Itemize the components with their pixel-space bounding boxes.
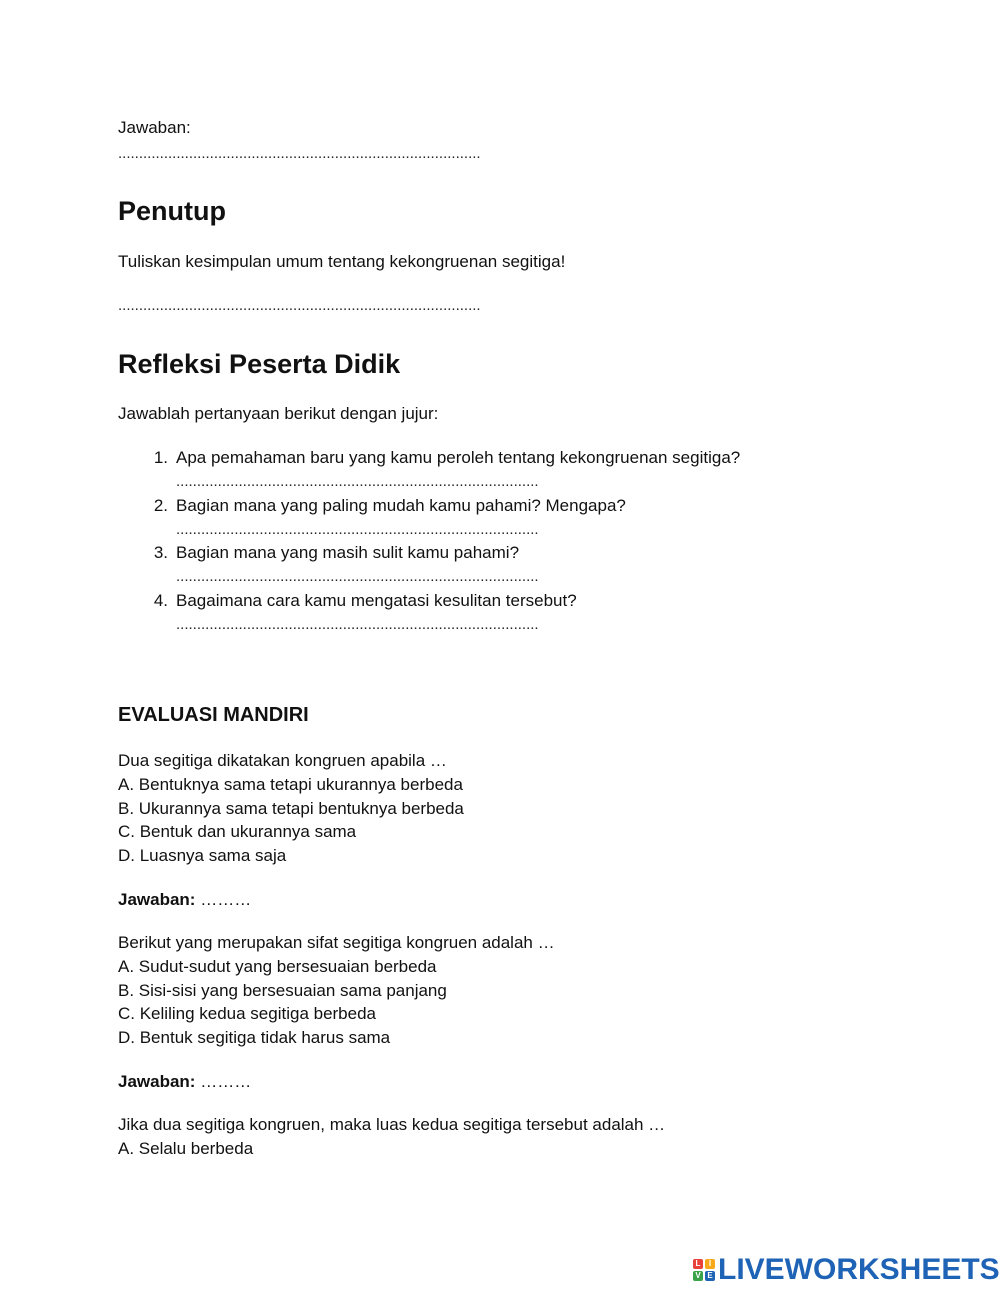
question-3-option-a: A. Selalu berbeda	[118, 1139, 254, 1158]
logo-blocks-icon	[693, 1259, 715, 1281]
logo-block: L	[693, 1259, 703, 1269]
penutup-prompt: Tuliskan kesimpulan umum tentang kekongruenan segitiga!	[118, 252, 566, 271]
penutup-heading: Penutup	[118, 196, 226, 226]
list-item-dotted-line[interactable]: .......................................................................................	[176, 473, 539, 490]
question-1-answer-label: Jawaban:	[118, 890, 196, 909]
list-item-number: 4.	[153, 591, 168, 610]
list-item-text: Apa pemahaman baru yang kamu peroleh tentang kekongruenan segitiga?	[176, 448, 741, 467]
list-item-dotted-line[interactable]: .......................................................................................	[176, 616, 539, 633]
list-item-number: 3.	[153, 543, 168, 562]
question-2-answer-label: Jawaban:	[118, 1072, 196, 1091]
question-2-option-b: B. Sisi-sisi yang bersesuaian sama panjang	[118, 981, 447, 1000]
question-3-text: Jika dua segitiga kongruen, maka luas kedua segitiga tersebut adalah …	[118, 1115, 666, 1134]
logo-block: I	[705, 1259, 715, 1269]
question-1-option-c: C. Bentuk dan ukurannya sama	[118, 822, 357, 841]
list-item-number: 1.	[153, 448, 168, 467]
penutup-dotted-line[interactable]: .......................................................................................	[118, 297, 481, 314]
question-2-option-d: D. Bentuk segitiga tidak harus sama	[118, 1028, 391, 1047]
list-item-text: Bagian mana yang paling mudah kamu pahami? Mengapa?	[176, 496, 626, 515]
logo-block: E	[705, 1271, 715, 1281]
list-item-text: Bagian mana yang masih sulit kamu pahami?	[176, 543, 520, 562]
question-1-text: Dua segitiga dikatakan kongruen apabila …	[118, 751, 447, 770]
question-1-option-b: B. Ukurannya sama tetapi bentuknya berbeda	[118, 799, 464, 818]
question-2-option-a: A. Sudut-sudut yang bersesuaian berbeda	[118, 957, 437, 976]
answer-label: Jawaban:	[118, 118, 191, 137]
refleksi-heading: Refleksi Peserta Didik	[118, 349, 401, 379]
question-2-text: Berikut yang merupakan sifat segitiga kongruen adalah …	[118, 933, 555, 952]
answer-dotted-line[interactable]: .......................................................................................	[118, 145, 481, 162]
question-2-answer-blank[interactable]: ………	[200, 1072, 252, 1091]
question-2-answer	[118, 1070, 251, 1094]
list-item-number: 2.	[153, 496, 168, 515]
question-1-option-d: D. Luasnya sama saja	[118, 846, 287, 865]
refleksi-intro: Jawablah pertanyaan berikut dengan jujur:	[118, 404, 439, 423]
question-2-option-c: C. Keliling kedua segitiga berbeda	[118, 1004, 377, 1023]
evaluasi-heading: EVALUASI MANDIRI	[118, 704, 309, 726]
list-item-dotted-line[interactable]: .......................................................................................	[176, 521, 539, 538]
list-item-text: Bagaimana cara kamu mengatasi kesulitan tersebut?	[176, 591, 577, 610]
refleksi-list	[118, 446, 938, 646]
question-1-option-a: A. Bentuknya sama tetapi ukurannya berbeda	[118, 775, 463, 794]
logo-text: LIVEWORKSHEETS	[718, 1253, 1000, 1286]
list-item-dotted-line[interactable]: .......................................................................................	[176, 568, 539, 585]
question-1-answer	[118, 888, 251, 912]
question-1-answer-blank[interactable]: ………	[200, 890, 252, 909]
liveworksheets-logo	[693, 1252, 1000, 1288]
logo-block: V	[693, 1271, 703, 1281]
